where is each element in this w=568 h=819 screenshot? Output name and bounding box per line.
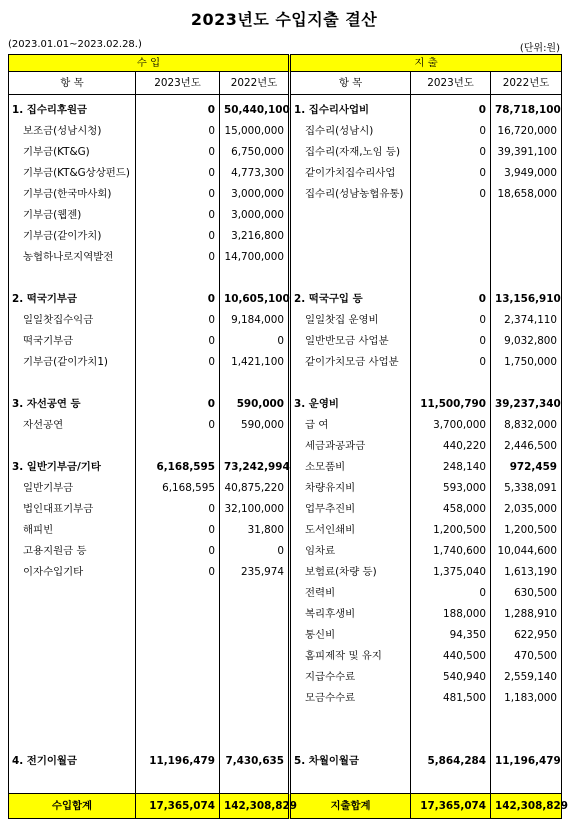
income-2022-cell: 0 (220, 541, 290, 562)
column-header-row (9, 72, 562, 95)
income-2022-cell: 7,430,635 (220, 751, 290, 772)
expense-2023-cell: 1,740,600 (411, 541, 491, 562)
expense-2022-cell: 39,237,340 (491, 394, 562, 415)
income-2023-cell (136, 583, 220, 604)
expense-item-cell: 일반반모금 사업분 (290, 331, 411, 352)
expense-2022-cell (491, 709, 562, 730)
expense-item-cell: 통신비 (290, 625, 411, 646)
income-2023-cell: 0 (136, 205, 220, 226)
income-2022-cell (220, 688, 290, 709)
table-row (9, 100, 562, 121)
expense-2022-cell: 2,035,000 (491, 499, 562, 520)
expense-2023-cell: 0 (411, 352, 491, 373)
income-2023-cell: 0 (136, 184, 220, 205)
expense-2022-cell: 2,559,140 (491, 667, 562, 688)
income-item-cell (9, 772, 136, 794)
income-item-cell: 이자수입기타 (9, 562, 136, 583)
table-row (9, 163, 562, 184)
expense-2022-cell: 3,949,000 (491, 163, 562, 184)
expense-2022-cell: 2,446,500 (491, 436, 562, 457)
page-title: 2023년도 수입지출 결산 (190, 10, 378, 29)
income-total-label: 수입합계 (9, 794, 136, 819)
expense-item-cell: 전력비 (290, 583, 411, 604)
expense-2023-cell (411, 205, 491, 226)
table-row (9, 352, 562, 373)
income-2022-cell: 1,421,100 (220, 352, 290, 373)
expense-2023-header: 2023년도 (411, 72, 491, 95)
income-2022-cell: 4,773,300 (220, 163, 290, 184)
expense-item-cell: 집수리(성남시) (290, 121, 411, 142)
expense-2023-cell: 1,375,040 (411, 562, 491, 583)
income-item-cell: 3. 일반기부금/기타 (9, 457, 136, 478)
income-2022-cell (220, 373, 290, 394)
expense-2023-cell (411, 226, 491, 247)
income-2023-cell (136, 667, 220, 688)
income-item-cell (9, 373, 136, 394)
expense-item-cell: 보험료(차량 등) (290, 562, 411, 583)
expense-item-cell: 홈피제작 및 유지 (290, 646, 411, 667)
expense-2022-cell (491, 373, 562, 394)
expense-item-cell (290, 730, 411, 751)
income-item-cell (9, 625, 136, 646)
income-2023-cell (136, 373, 220, 394)
income-2022-cell: 73,242,994 (220, 457, 290, 478)
income-item-cell: 고용지원금 등 (9, 541, 136, 562)
table-row (9, 289, 562, 310)
expense-item-cell: 차량유지비 (290, 478, 411, 499)
income-item-cell (9, 688, 136, 709)
expense-2023-cell: 440,500 (411, 646, 491, 667)
table-row (9, 121, 562, 142)
income-2023-cell: 0 (136, 394, 220, 415)
table-row (9, 184, 562, 205)
expense-2023-cell: 593,000 (411, 478, 491, 499)
income-2022-cell: 31,800 (220, 520, 290, 541)
totals-row (9, 794, 562, 819)
income-2023-cell: 0 (136, 163, 220, 184)
table-row (9, 709, 562, 730)
expense-total-2022: 142,308,829 (491, 794, 562, 819)
income-total-2023: 17,365,074 (136, 794, 220, 819)
income-2023-cell: 0 (136, 247, 220, 268)
table-row (9, 688, 562, 709)
expense-2023-cell: 0 (411, 289, 491, 310)
table-row (9, 331, 562, 352)
income-2022-cell (220, 604, 290, 625)
expense-2022-cell: 1,183,000 (491, 688, 562, 709)
expense-item-cell (290, 772, 411, 794)
income-2023-cell: 0 (136, 142, 220, 163)
income-2023-cell (136, 688, 220, 709)
expense-2023-cell (411, 373, 491, 394)
income-item-cell: 4. 전기이월금 (9, 751, 136, 772)
income-2023-cell: 0 (136, 100, 220, 121)
table-row (9, 394, 562, 415)
income-2023-cell: 0 (136, 562, 220, 583)
expense-item-cell: 모금수수료 (290, 688, 411, 709)
table-row (9, 583, 562, 604)
expense-2023-cell (411, 772, 491, 794)
income-2022-cell: 3,000,000 (220, 184, 290, 205)
table-row (9, 520, 562, 541)
expense-item-cell: 지급수수료 (290, 667, 411, 688)
income-2023-cell: 0 (136, 499, 220, 520)
table-row (9, 646, 562, 667)
income-item-cell: 기부금(같이가치) (9, 226, 136, 247)
table-row (9, 436, 562, 457)
expense-item-header: 항 목 (290, 72, 411, 95)
expense-item-cell: 소모품비 (290, 457, 411, 478)
expense-2023-cell: 481,500 (411, 688, 491, 709)
expense-item-cell: 1. 집수리사업비 (290, 100, 411, 121)
income-2023-cell: 0 (136, 121, 220, 142)
income-2022-cell: 40,875,220 (220, 478, 290, 499)
income-2022-cell: 50,440,100 (220, 100, 290, 121)
expense-2022-cell (491, 226, 562, 247)
unit-label: (단위:원) (519, 43, 560, 54)
expense-item-cell (290, 709, 411, 730)
income-item-cell: 농협하나로지역발전 (9, 247, 136, 268)
expense-2022-cell (491, 268, 562, 289)
expense-2022-cell: 39,391,100 (491, 142, 562, 163)
expense-2022-cell: 470,500 (491, 646, 562, 667)
income-2022-cell: 14,700,000 (220, 247, 290, 268)
table-row (9, 142, 562, 163)
income-section-header: 수 입 (9, 55, 290, 72)
income-2022-cell (220, 583, 290, 604)
expense-2022-cell: 2,374,110 (491, 310, 562, 331)
expense-2022-cell: 10,044,600 (491, 541, 562, 562)
income-item-header: 항 목 (9, 72, 136, 95)
expense-2023-cell: 5,864,284 (411, 751, 491, 772)
expense-2022-cell: 18,658,000 (491, 184, 562, 205)
expense-2022-cell: 8,832,000 (491, 415, 562, 436)
income-2022-cell (220, 709, 290, 730)
expense-2023-cell: 0 (411, 331, 491, 352)
income-item-cell: 기부금(같이가치1) (9, 352, 136, 373)
income-2022-cell (220, 268, 290, 289)
income-item-cell: 일일찻집수익금 (9, 310, 136, 331)
expense-2023-cell: 0 (411, 583, 491, 604)
expense-2022-cell (491, 247, 562, 268)
income-2022-cell: 3,000,000 (220, 205, 290, 226)
income-2022-cell: 6,750,000 (220, 142, 290, 163)
expense-2022-header: 2022년도 (491, 72, 562, 95)
expense-2023-cell: 94,350 (411, 625, 491, 646)
expense-total-label: 지출합계 (290, 794, 411, 819)
expense-2022-cell: 630,500 (491, 583, 562, 604)
income-item-cell: 보조금(성남시청) (9, 121, 136, 142)
expense-item-cell: 같이가치모금 사업분 (290, 352, 411, 373)
income-2023-cell: 0 (136, 289, 220, 310)
expense-2022-cell: 9,032,800 (491, 331, 562, 352)
expense-item-cell: 도서인쇄비 (290, 520, 411, 541)
income-2023-cell (136, 730, 220, 751)
expense-2022-cell: 13,156,910 (491, 289, 562, 310)
table-row (9, 772, 562, 794)
income-item-cell: 기부금(웹젠) (9, 205, 136, 226)
income-2023-cell: 0 (136, 310, 220, 331)
income-2023-cell: 0 (136, 415, 220, 436)
expense-2022-cell: 16,720,000 (491, 121, 562, 142)
table-row (9, 625, 562, 646)
expense-item-cell: 같이가치집수리사업 (290, 163, 411, 184)
expense-2023-cell: 0 (411, 184, 491, 205)
table-row (9, 205, 562, 226)
expense-item-cell (290, 268, 411, 289)
table-row (9, 478, 562, 499)
income-2023-cell: 6,168,595 (136, 478, 220, 499)
income-2023-cell: 0 (136, 520, 220, 541)
income-2023-cell: 0 (136, 352, 220, 373)
expense-item-cell: 2. 떡국구입 등 (290, 289, 411, 310)
income-item-cell: 법인대표기부금 (9, 499, 136, 520)
table-row (9, 667, 562, 688)
expense-2023-cell (411, 247, 491, 268)
expense-2022-cell: 972,459 (491, 457, 562, 478)
income-2023-cell (136, 436, 220, 457)
expense-item-cell (290, 247, 411, 268)
income-2022-cell (220, 772, 290, 794)
table-row (9, 247, 562, 268)
income-item-cell (9, 646, 136, 667)
expense-item-cell (290, 205, 411, 226)
expense-item-cell: 급 여 (290, 415, 411, 436)
income-2023-cell (136, 709, 220, 730)
income-2022-cell: 0 (220, 331, 290, 352)
expense-2022-cell: 11,196,479 (491, 751, 562, 772)
expense-item-cell: 복리후생비 (290, 604, 411, 625)
income-2022-cell (220, 436, 290, 457)
expense-total-2023: 17,365,074 (411, 794, 491, 819)
income-2022-cell: 32,100,000 (220, 499, 290, 520)
table-row (9, 226, 562, 247)
income-2022-cell (220, 667, 290, 688)
expense-2023-cell: 11,500,790 (411, 394, 491, 415)
expense-2023-cell: 0 (411, 100, 491, 121)
expense-section-header: 지 출 (290, 55, 562, 72)
expense-2023-cell: 0 (411, 163, 491, 184)
income-2023-cell (136, 625, 220, 646)
expense-2022-cell (491, 205, 562, 226)
expense-item-cell: 집수리(성남농협유통) (290, 184, 411, 205)
income-2022-cell (220, 646, 290, 667)
expense-2023-cell: 188,000 (411, 604, 491, 625)
expense-2022-cell (491, 730, 562, 751)
settlement-table (8, 54, 568, 819)
expense-2022-cell: 1,613,190 (491, 562, 562, 583)
expense-2023-cell (411, 709, 491, 730)
income-2022-cell (220, 730, 290, 751)
expense-2023-cell: 1,200,500 (411, 520, 491, 541)
expense-2022-cell (491, 772, 562, 794)
period-label: (2023.01.01~2023.02.28.) (8, 39, 142, 50)
income-2022-cell: 10,605,100 (220, 289, 290, 310)
table-row (9, 415, 562, 436)
expense-2023-cell: 540,940 (411, 667, 491, 688)
expense-2023-cell: 0 (411, 310, 491, 331)
expense-2022-cell: 622,950 (491, 625, 562, 646)
income-2022-cell: 590,000 (220, 394, 290, 415)
income-2022-cell: 590,000 (220, 415, 290, 436)
income-2023-cell (136, 772, 220, 794)
income-total-2022: 142,308,829 (220, 794, 290, 819)
expense-2022-cell: 1,750,000 (491, 352, 562, 373)
income-item-cell: 해피빈 (9, 520, 136, 541)
income-item-cell: 2. 떡국기부금 (9, 289, 136, 310)
income-item-cell: 자선공연 (9, 415, 136, 436)
income-2022-cell: 3,216,800 (220, 226, 290, 247)
expense-2022-cell: 1,200,500 (491, 520, 562, 541)
income-2023-cell (136, 604, 220, 625)
income-item-cell: 기부금(한국마사회) (9, 184, 136, 205)
expense-2023-cell (411, 730, 491, 751)
income-item-cell: 떡국기부금 (9, 331, 136, 352)
expense-item-cell (290, 373, 411, 394)
income-2023-cell: 0 (136, 226, 220, 247)
expense-2022-cell: 5,338,091 (491, 478, 562, 499)
table-row (9, 730, 562, 751)
table-row (9, 562, 562, 583)
expense-item-cell: 3. 운영비 (290, 394, 411, 415)
income-2022-cell (220, 625, 290, 646)
expense-2022-cell: 1,288,910 (491, 604, 562, 625)
income-2022-cell: 9,184,000 (220, 310, 290, 331)
income-2023-cell: 11,196,479 (136, 751, 220, 772)
expense-2023-cell: 0 (411, 121, 491, 142)
table-row (9, 457, 562, 478)
table-row (9, 373, 562, 394)
income-item-cell (9, 709, 136, 730)
income-item-cell: 기부금(KT&G) (9, 142, 136, 163)
income-item-cell (9, 268, 136, 289)
section-header-row (9, 55, 562, 72)
income-2023-cell: 0 (136, 541, 220, 562)
income-2023-cell: 0 (136, 331, 220, 352)
expense-2023-cell: 248,140 (411, 457, 491, 478)
income-item-cell: 일반기부금 (9, 478, 136, 499)
expense-2023-cell: 3,700,000 (411, 415, 491, 436)
table-row (9, 268, 562, 289)
income-2022-cell: 235,974 (220, 562, 290, 583)
income-item-cell (9, 436, 136, 457)
income-2022-header: 2022년도 (220, 72, 290, 95)
income-item-cell: 기부금(KT&G상상펀드) (9, 163, 136, 184)
expense-item-cell (290, 226, 411, 247)
income-2023-cell (136, 646, 220, 667)
expense-2023-cell (411, 268, 491, 289)
expense-2022-cell: 78,718,100 (491, 100, 562, 121)
table-row (9, 541, 562, 562)
expense-2023-cell: 440,220 (411, 436, 491, 457)
income-2022-cell: 15,000,000 (220, 121, 290, 142)
expense-item-cell: 집수리(자재,노임 등) (290, 142, 411, 163)
income-item-cell: 1. 집수리후원금 (9, 100, 136, 121)
income-item-cell (9, 730, 136, 751)
income-item-cell (9, 667, 136, 688)
income-2023-cell (136, 268, 220, 289)
table-row (9, 751, 562, 772)
expense-item-cell: 세금과공과금 (290, 436, 411, 457)
expense-2023-cell: 0 (411, 142, 491, 163)
income-item-cell: 3. 자선공연 등 (9, 394, 136, 415)
income-2023-header: 2023년도 (136, 72, 220, 95)
income-item-cell (9, 583, 136, 604)
table-row (9, 499, 562, 520)
table-row (9, 604, 562, 625)
expense-item-cell: 업무추진비 (290, 499, 411, 520)
table-row (9, 310, 562, 331)
income-2023-cell: 6,168,595 (136, 457, 220, 478)
expense-item-cell: 5. 차월이월금 (290, 751, 411, 772)
income-item-cell (9, 604, 136, 625)
expense-item-cell: 일일찻집 운영비 (290, 310, 411, 331)
expense-item-cell: 임차료 (290, 541, 411, 562)
expense-2023-cell: 458,000 (411, 499, 491, 520)
